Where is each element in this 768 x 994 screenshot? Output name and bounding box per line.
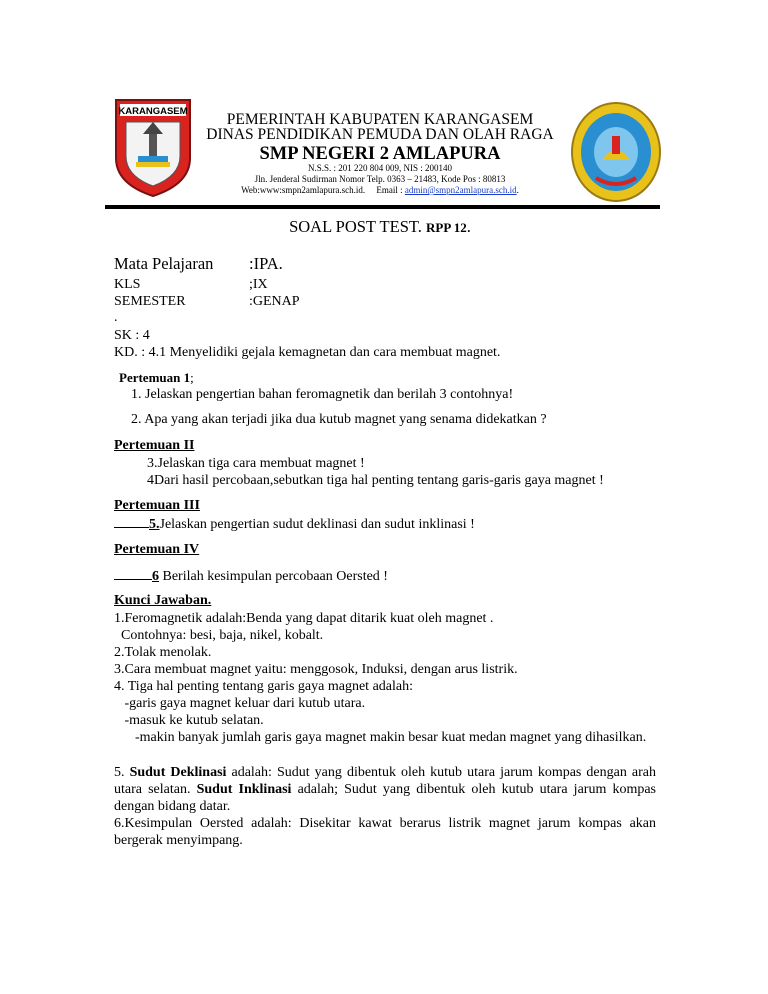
meeting-1-heading — [119, 369, 194, 386]
logo-label: KARANGASEM — [118, 106, 188, 117]
answer-4-point-c: -makin banyak jumlah garis gaya magnet makin besar kuat medan magnet yang dihasilkan. — [114, 730, 647, 745]
karangasem-logo — [112, 96, 194, 198]
question-5 — [114, 515, 475, 533]
semester-label: SEMESTER — [114, 294, 186, 309]
school-website: Web:www:smpn2amlapura.sch.id. — [241, 185, 366, 195]
question-6-number: 6 — [152, 569, 159, 584]
title-text: SOAL POST TEST. — [289, 217, 422, 236]
blank-line — [114, 567, 152, 580]
department-name: DINAS PENDIDIKAN PEMUDA DAN OLAH RAGA — [206, 126, 554, 143]
school-emblem-logo — [568, 100, 664, 204]
meeting-2-heading: Pertemuan II — [114, 438, 195, 453]
question-6-text: Berilah kesimpulan percobaan Oersted ! — [159, 569, 388, 584]
school-id-numbers: N.S.S. : 201 220 804 009, NIS : 200140 — [307, 163, 452, 173]
class-value: ;IX — [249, 277, 268, 292]
meeting-1-label: Pertemuan 1 — [119, 370, 191, 385]
subject-label: Mata Pelajaran — [114, 254, 214, 273]
school-name: SMP NEGERI 2 AMLAPURA — [259, 144, 501, 164]
question-6 — [114, 567, 388, 585]
separator-dot: . — [114, 310, 118, 325]
subject-value: :IPA. — [249, 254, 283, 273]
question-5-number: 5. — [149, 517, 160, 532]
class-label: KLS — [114, 277, 141, 292]
email-link[interactable]: admin@smpn2amlapura.sch.id — [404, 185, 517, 195]
answer-5-inklinasi-text: adalah; Sudut yang dibentuk oleh kutub utara jarum kompas dengan bidang datar. — [114, 782, 657, 814]
school-address: Jln. Jenderal Sudirman Nomor Telp. 0363 – 21483, Kode Pos : 80813 — [254, 174, 506, 184]
answer-5 — [114, 764, 656, 815]
term-deklinasi: Sudut Deklinasi — [129, 765, 227, 780]
answer-key-heading: Kunci Jawaban. — [114, 593, 212, 608]
question-2: 2. Apa yang akan terjadi jika dua kutub magnet yang senama didekatkan ? — [131, 412, 547, 427]
answer-6: 6.Kesimpulan Oersted adalah: Disekitar kawat berarus listrik magnet jarum kompas akan bergerak menyimpang. — [114, 816, 656, 848]
semester-value: :GENAP — [249, 294, 300, 309]
answer-1-examples: Contohnya: besi, baja, nikel, kobalt. — [114, 628, 324, 643]
semester-row — [114, 293, 300, 310]
answer-4: 4. Tiga hal penting tentang garis gaya magnet adalah: — [114, 679, 413, 694]
subject-row — [114, 254, 283, 273]
government-name: PEMERINTAH KABUPATEN KARANGASEM — [226, 111, 534, 128]
term-inklinasi: Sudut Inklinasi — [196, 782, 292, 797]
meeting-3-heading: Pertemuan III — [114, 498, 200, 513]
school-contact: Web:www:smpn2amlapura.sch.id. Email : admin@smpn2amlapura.sch.id. — [241, 185, 519, 195]
title-dot: . — [466, 217, 471, 236]
kd-line: KD. : 4.1 Menyelidiki gejala kemagnetan dan cara membuat magnet. — [114, 345, 501, 360]
document-title — [200, 216, 560, 239]
answer-5-number: 5. — [114, 765, 130, 780]
answer-1: 1.Feromagnetik adalah:Benda yang dapat ditarik kuat oleh magnet . — [114, 611, 494, 626]
question-1: 1. Jelaskan pengertian bahan feromagnetik dan berilah 3 contohnya! — [131, 387, 514, 402]
blank-line — [114, 515, 149, 528]
header-divider — [105, 205, 660, 209]
meeting-1-sep: ; — [190, 370, 194, 385]
meeting-4-heading: Pertemuan IV — [114, 542, 200, 557]
sk-line: SK : 4 — [114, 328, 150, 343]
answer-2: 2.Tolak menolak. — [114, 645, 212, 660]
answer-4-point-b: -masuk ke kutub selatan. — [114, 713, 264, 728]
question-5-text: Jelaskan pengertian sudut deklinasi dan sudut inklinasi ! — [159, 517, 475, 532]
answer-4-point-a: -garis gaya magnet keluar dari kutub utara. — [114, 696, 366, 711]
question-3: 3.Jelaskan tiga cara membuat magnet ! — [147, 456, 365, 471]
email-label: Email : — [376, 185, 403, 195]
class-row — [114, 276, 268, 293]
answer-3: 3.Cara membuat magnet yaitu: menggosok, Induksi, dengan arus listrik. — [114, 662, 518, 677]
question-4: 4Dari hasil percobaan,sebutkan tiga hal penting tentang garis-garis gaya magnet ! — [147, 473, 604, 488]
answer-5-deklinasi-text: adalah: Sudut yang dibentuk oleh kutub utara jarum kompas dengan arah utara selatan. — [114, 765, 656, 797]
rpp-label: RPP 12 — [425, 220, 467, 235]
